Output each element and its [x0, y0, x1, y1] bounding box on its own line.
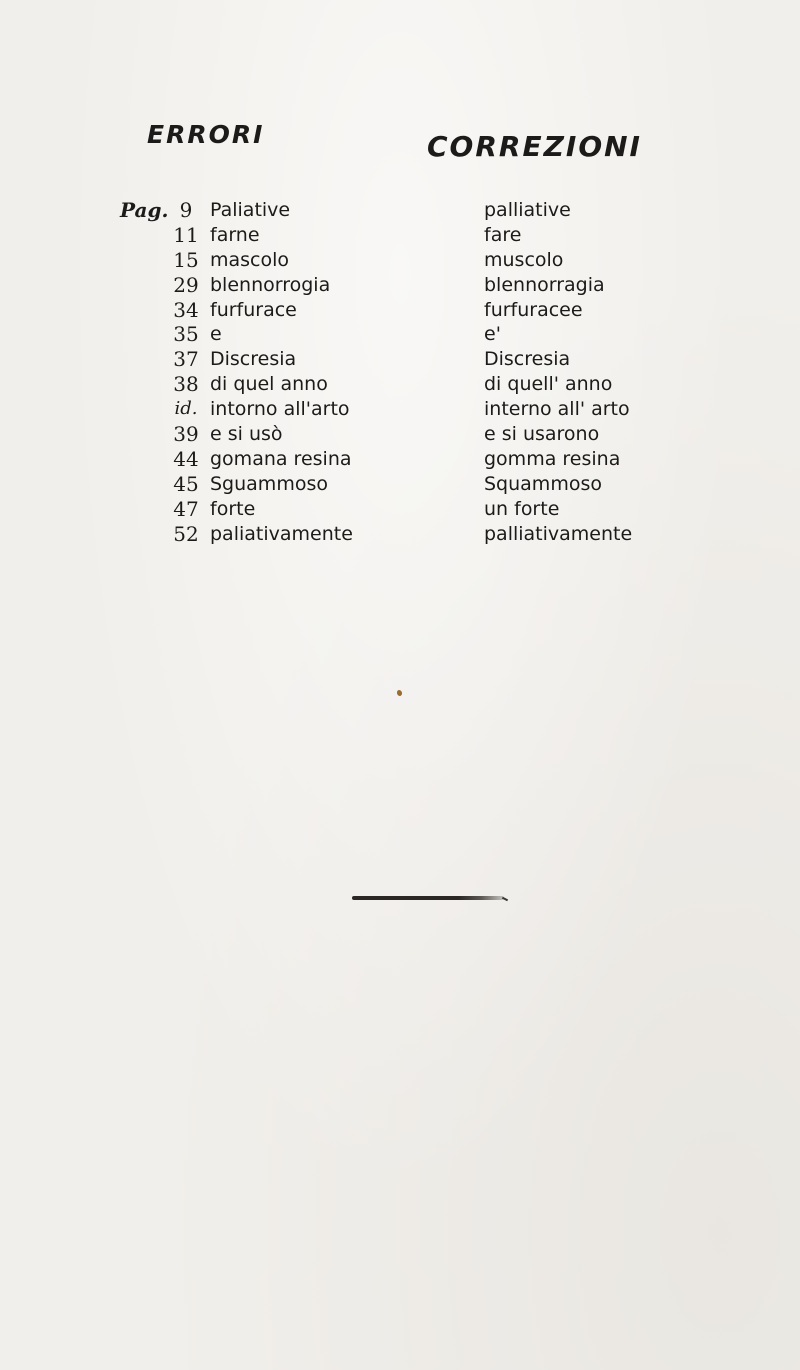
page-number: 38	[173, 372, 199, 397]
page-number: 15	[173, 247, 199, 272]
errata-row	[0, 447, 800, 472]
correction-text: gomma resina	[484, 447, 621, 470]
errata-row	[0, 347, 800, 372]
page-label: Pag.	[120, 198, 169, 222]
errata-row	[0, 322, 800, 347]
errata-row	[0, 223, 800, 248]
correction-text: palliative	[484, 199, 571, 221]
error-text: mascolo	[210, 248, 290, 271]
page-number: 29	[173, 272, 199, 297]
error-text: farne	[210, 223, 260, 246]
ink-speck	[396, 689, 403, 696]
error-text: e	[210, 323, 222, 346]
errata-row	[0, 522, 800, 547]
errata-row	[0, 248, 800, 273]
corrections-heading: CORREZIONI	[427, 130, 642, 163]
errata-row	[0, 397, 800, 422]
correction-text: di quell' anno	[484, 373, 613, 396]
error-text: gomana resina	[210, 447, 352, 470]
page-number: 45	[173, 471, 199, 496]
errata-row	[0, 273, 800, 298]
page-number: 34	[173, 297, 199, 322]
error-text: e si usò	[210, 423, 283, 446]
error-text: furfurace	[210, 298, 297, 321]
error-text: Sguammoso	[210, 472, 328, 495]
correction-text: Discresia	[484, 348, 571, 371]
page-number: 47	[173, 496, 199, 521]
page-number: 9	[179, 198, 193, 222]
correction-text: furfuracee	[484, 298, 583, 321]
errata-row	[0, 198, 800, 223]
correction-text: e'	[484, 323, 501, 346]
errata-row	[0, 497, 800, 522]
errata-row	[0, 372, 800, 397]
end-rule	[352, 896, 504, 900]
errata-table	[0, 198, 800, 546]
page-number: 35	[173, 322, 199, 347]
correction-text: e si usarono	[484, 423, 600, 446]
errata-row	[0, 472, 800, 497]
error-text: di quel anno	[210, 373, 328, 396]
correction-text: un forte	[484, 497, 560, 520]
page-number: 11	[173, 222, 199, 247]
correction-text: Squammoso	[484, 472, 602, 495]
errors-heading: ERRORI	[147, 120, 265, 149]
correction-text: muscolo	[484, 248, 564, 271]
page-number: 39	[173, 422, 199, 447]
error-text: blennorrogia	[210, 273, 331, 296]
error-text: Discresia	[210, 348, 297, 371]
errata-row	[0, 422, 800, 447]
page-number: 37	[173, 347, 199, 372]
page-number: id.	[174, 398, 198, 420]
correction-text: blennorragia	[484, 273, 605, 296]
page-number: 44	[173, 446, 199, 471]
error-text: intorno all'arto	[210, 398, 350, 421]
error-text: paliativamente	[210, 522, 353, 545]
errata-row	[0, 298, 800, 323]
correction-text: interno all' arto	[484, 398, 630, 421]
page-number: 52	[173, 521, 199, 546]
error-text: Paliative	[210, 199, 291, 221]
error-text: forte	[210, 497, 256, 520]
correction-text: fare	[484, 223, 522, 246]
correction-text: palliativamente	[484, 522, 633, 545]
